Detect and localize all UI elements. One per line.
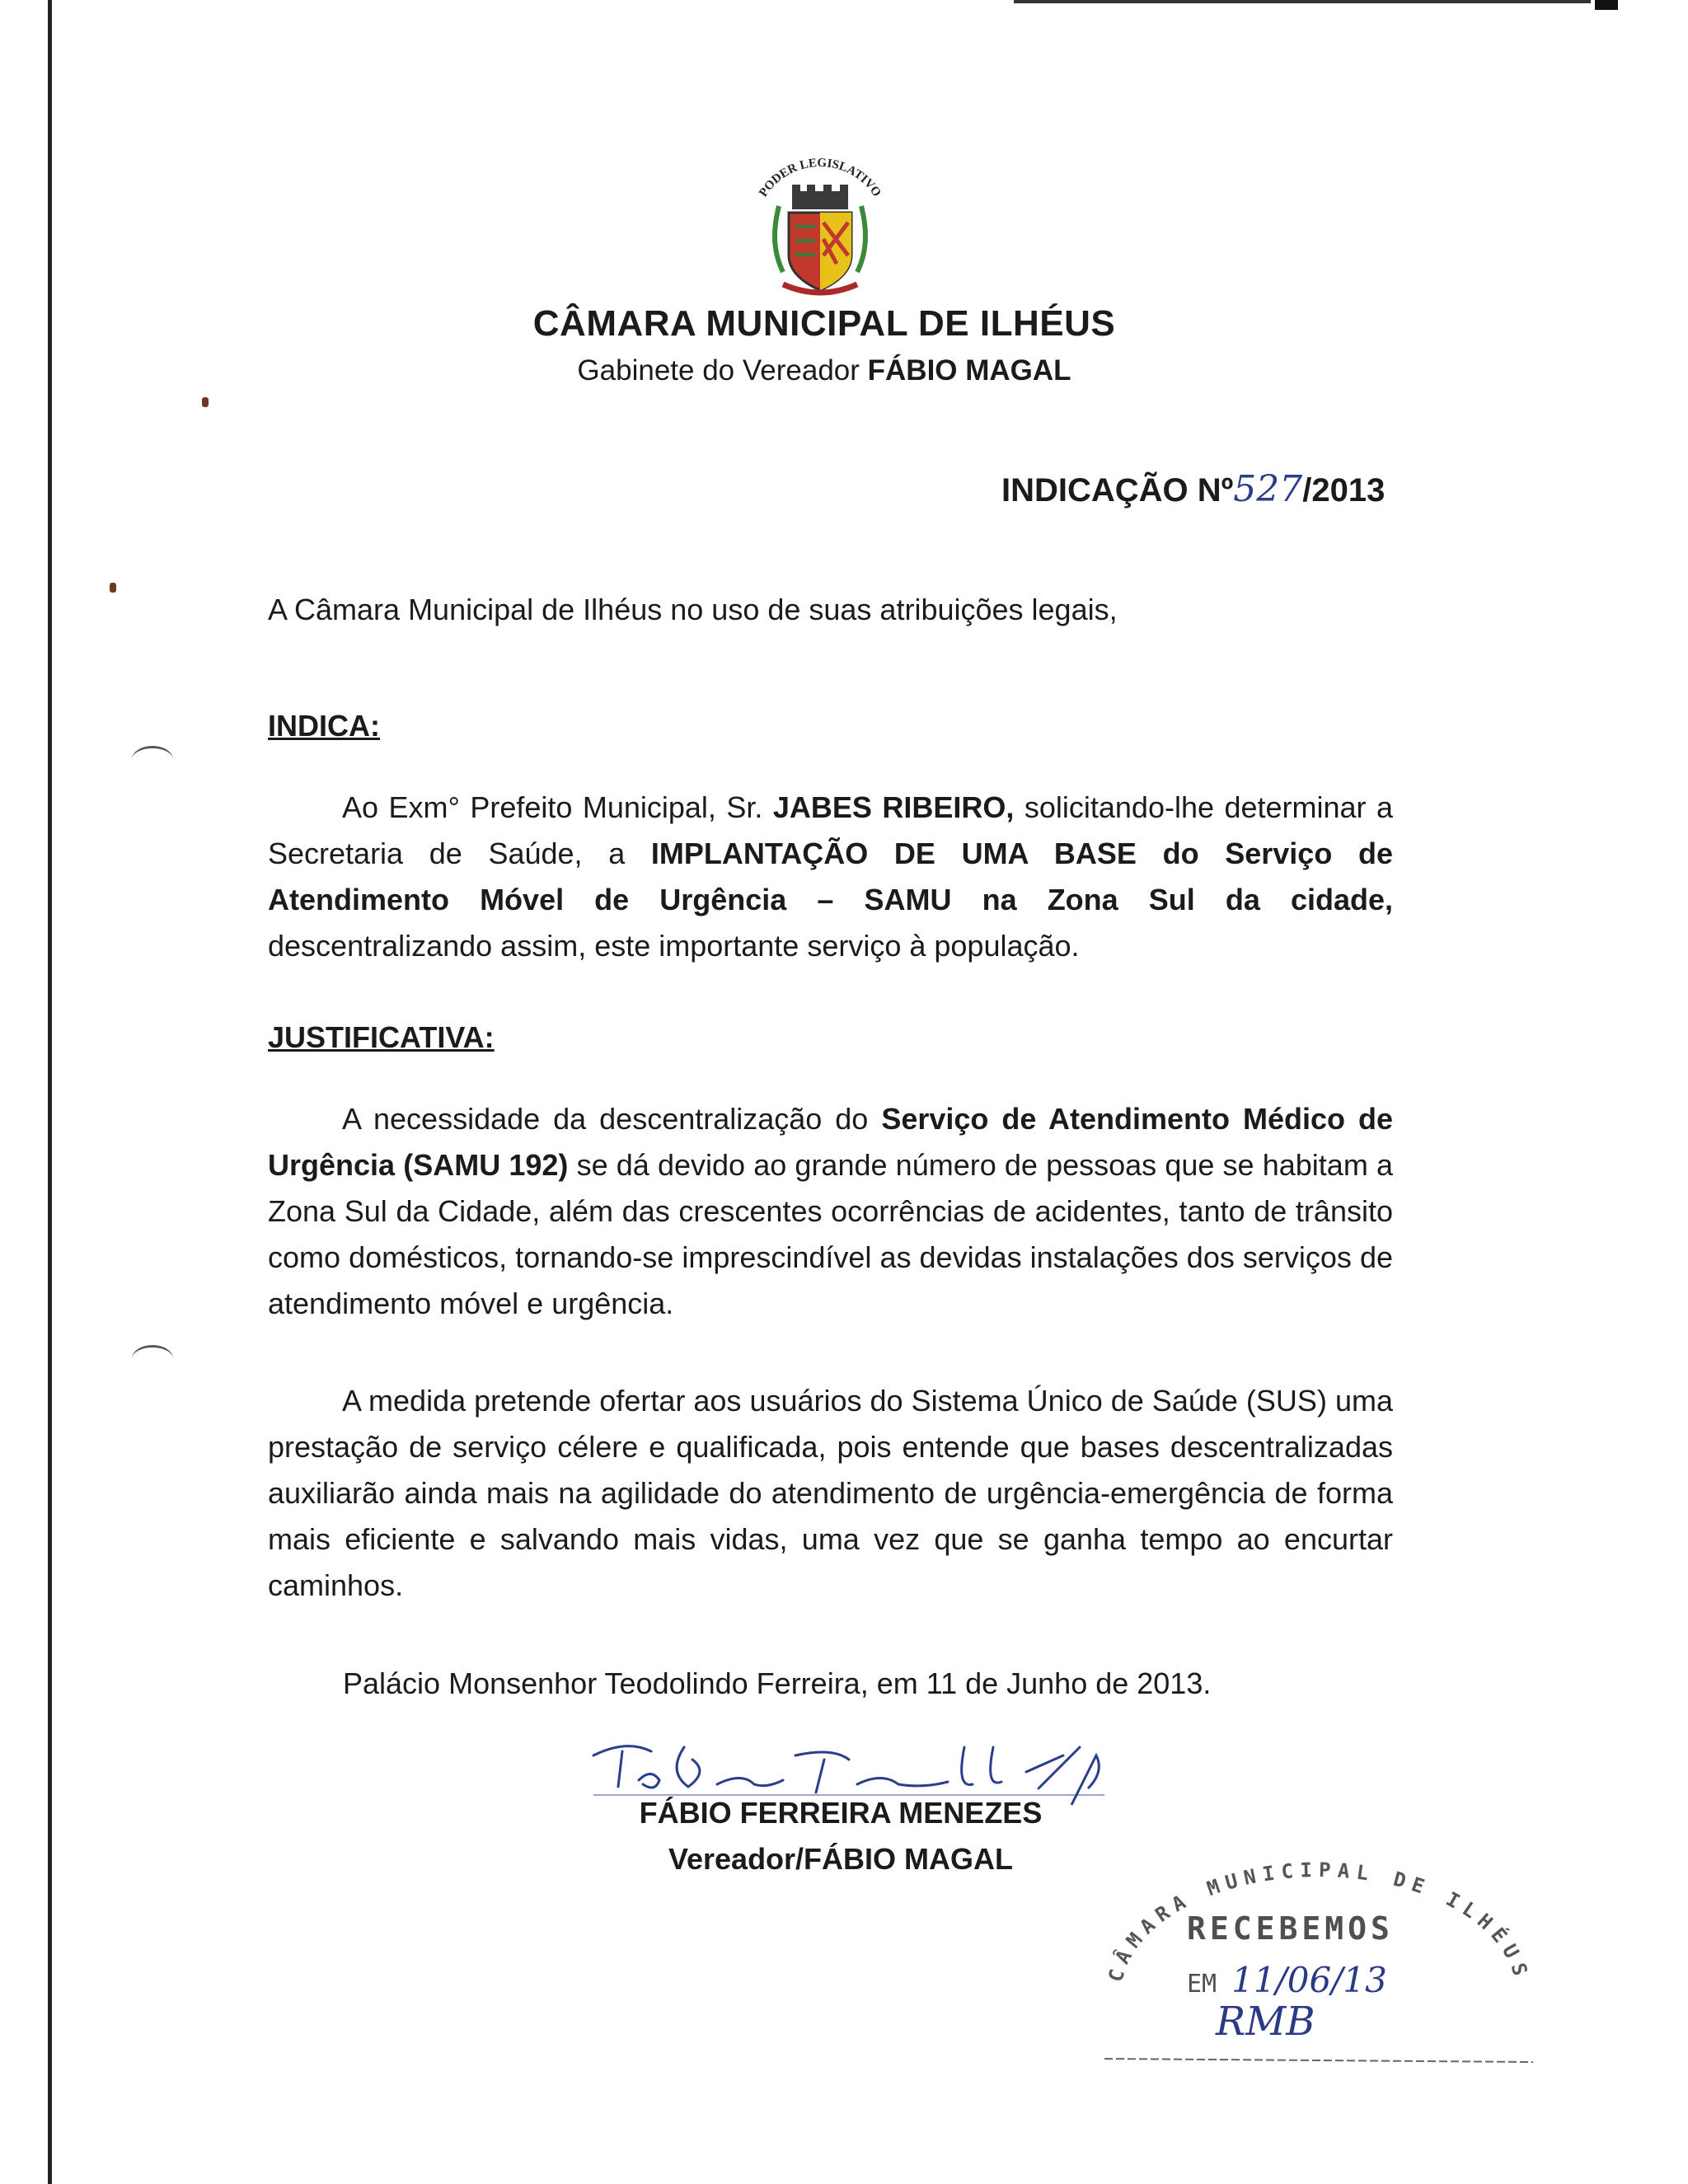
indica-request: IMPLANTAÇÃO DE UMA BASE do Serviço de Atendimento Móvel de Urgência – SAMU na Zona Sul da cidade,	[268, 837, 1393, 916]
justificativa-paragraph-1	[268, 1096, 1393, 1327]
stamp-ring-text: CÂMARA MUNICIPAL DE ILHÉUS	[1104, 1858, 1534, 1985]
scan-mark	[1595, 0, 1618, 10]
indica-text: descentralizando assim, este importante serviço à população.	[268, 929, 1080, 963]
intro-paragraph: A Câmara Municipal de Ilhéus no uso de suas atribuições legais,	[268, 593, 1118, 626]
indication-year: /2013	[1302, 472, 1386, 509]
mayor-name: JABES RIBEIRO,	[772, 790, 1015, 824]
indication-number	[1001, 468, 1385, 510]
indica-paragraph	[268, 785, 1393, 969]
scan-edge-top	[1014, 0, 1591, 3]
stamp-date-prefix: EM	[1187, 1970, 1217, 1999]
office-subtitle	[0, 354, 1648, 387]
stamp-received-word: RECEBEMOS	[1187, 1910, 1394, 1947]
stamp-date	[1187, 1960, 1387, 2000]
indication-prefix: INDICAÇÃO Nº	[1001, 472, 1234, 509]
signature-block	[626, 1790, 1055, 1882]
municipal-crest-logo	[738, 148, 903, 301]
signer-name: FÁBIO FERREIRA MENEZES	[639, 1796, 1043, 1830]
crest-motto: PODER LEGISLATIVO	[757, 156, 884, 199]
chamber-title: CÂMARA MUNICIPAL DE ILHÉUS	[532, 303, 1116, 344]
indica-heading: INDICA:	[268, 709, 380, 743]
signer-role: Vereador/FÁBIO MAGAL	[668, 1842, 1014, 1876]
stamp-handwritten-date: 11/06/13	[1231, 1960, 1387, 2000]
place-and-date: Palácio Monsenhor Teodolindo Ferreira, em 11 de Junho de 2013.	[343, 1666, 1212, 1700]
punch-hole-mark	[132, 1345, 173, 1372]
justificativa-paragraph-2: A medida pretende ofertar aos usuários do Sistema Único de Saúde (SUS) uma prestação de serviço célere e qualificada, pois entende que bases descentralizadas auxiliarão ainda mais na agilidade do atendimento de urgência-emergência de forma mais eficiente e salvando mais vidas, uma vez que se ganha tempo ao encurtar caminhos.	[268, 1384, 1393, 1602]
stamp-initials: RMB	[1216, 1999, 1315, 2045]
justificativa-heading: JUSTIFICATIVA:	[268, 1020, 495, 1054]
scan-speck	[202, 397, 209, 407]
punch-hole-mark	[132, 746, 173, 773]
councilor-name: FÁBIO MAGAL	[867, 354, 1071, 387]
scan-speck	[110, 583, 116, 593]
indica-text: solicitando-lhe determinar a Secretaria de Saúde, a	[268, 790, 1393, 870]
justificativa-text: se dá devido ao grande número de pessoas que se habitam a Zona Sul da Cidade, além das crescentes ocorrências de acidentes, tanto de trânsito como domésticos, tornando-se imprescindível as devidas instalações dos serviços de atendimento móvel e urgência.	[268, 1148, 1393, 1320]
justificativa-text: A necessidade da descentralização do	[342, 1102, 869, 1136]
samu-service-name: Serviço de Atendimento Médico de Urgência (SAMU 192)	[268, 1102, 1393, 1182]
handwritten-number: 527	[1233, 468, 1303, 510]
subtitle-prefix: Gabinete do Vereador	[577, 354, 860, 387]
indica-text: Ao Exm° Prefeito Municipal, Sr.	[342, 790, 763, 824]
